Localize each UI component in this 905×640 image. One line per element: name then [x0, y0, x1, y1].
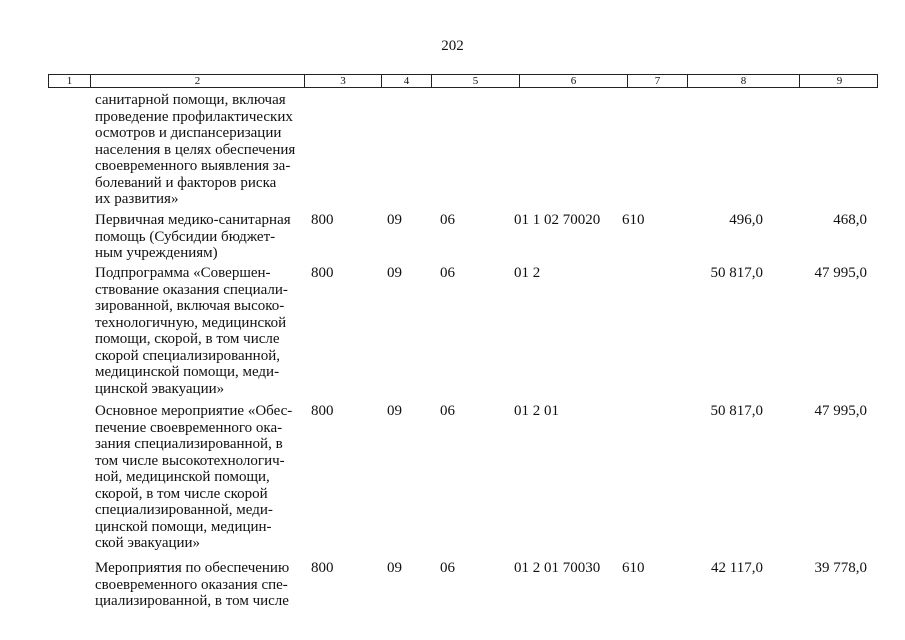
row-section-code: 09 — [387, 265, 402, 281]
row-amount-1: 50 817,0 — [710, 265, 763, 281]
row-name — [95, 265, 300, 397]
row-name-line: том числе высокотехнологич- — [95, 452, 285, 469]
row-amount-2: 468,0 — [833, 212, 867, 228]
row-section-code: 09 — [387, 403, 402, 419]
row-name-line: санитарной помощи, включая — [95, 92, 286, 108]
row-name-line: помощь (Субсидии бюджет- — [95, 228, 276, 245]
row-target-code: 01 1 02 70020 — [514, 212, 601, 228]
row-name-line: Первичная медико-санитарная — [95, 212, 291, 228]
row-name-line: их развития» — [95, 191, 179, 207]
header-col-3: 3 — [305, 75, 382, 87]
row-name-line: цинской эвакуации» — [95, 380, 225, 397]
row-name — [95, 560, 300, 610]
row-subsection-code: 06 — [440, 403, 455, 419]
row-name-line: своевременного оказания спе- — [95, 576, 288, 593]
row-expense-type: 610 — [622, 212, 645, 228]
row-target-code: 01 2 — [514, 265, 541, 281]
row-ministry-code: 800 — [311, 265, 334, 281]
row-section-code: 09 — [387, 212, 402, 228]
header-col-9: 9 — [836, 75, 843, 87]
row-name-line: зированной, включая высоко- — [95, 298, 285, 314]
row-name-line: ным учреждениям) — [95, 245, 218, 261]
row-name — [95, 92, 300, 208]
header-col-6: 6 — [520, 75, 628, 87]
row-name-line: цинской помощи, медицин- — [95, 518, 272, 535]
row-name-line: циализированной, в том числе — [95, 593, 289, 609]
header-col-8: 8 — [688, 75, 800, 87]
row-name-line: болеваний и факторов риска — [95, 174, 277, 191]
row-target-code: 01 2 01 — [514, 403, 559, 419]
row-name-line: медицинской помощи, меди- — [95, 364, 280, 380]
row-name-line: технологичную, медицинской — [95, 314, 287, 331]
row-name-line: помощи, скорой, в том числе — [95, 331, 280, 347]
row-name — [95, 212, 300, 262]
row-amount-2: 39 778,0 — [814, 560, 867, 576]
row-target-code: 01 2 01 70030 — [514, 560, 601, 576]
row-amount-1: 50 817,0 — [710, 403, 763, 419]
row-name-line: осмотров и диспансеризации — [95, 125, 282, 141]
row-name-line: скорой, в том числе скорой — [95, 485, 268, 502]
row-name-line: ной, медицинской помощи, — [95, 469, 270, 485]
row-name-line: зания специализированной, в — [95, 436, 283, 452]
row-ministry-code: 800 — [311, 560, 334, 576]
row-name-line: населения в целях обеспечения — [95, 141, 296, 158]
row-amount-1: 496,0 — [729, 212, 763, 228]
row-name-line: специализированной, меди- — [95, 502, 273, 518]
row-subsection-code: 06 — [440, 265, 455, 281]
row-section-code: 09 — [387, 560, 402, 576]
header-col-1: 1 — [49, 75, 91, 87]
header-col-2: 2 — [91, 75, 305, 87]
row-amount-2: 47 995,0 — [814, 403, 867, 419]
row-name-line: ской эвакуации» — [95, 535, 201, 551]
row-name-line: скорой специализированной, — [95, 347, 280, 364]
row-name-line: проведение профилактических — [95, 108, 293, 125]
row-name-line: печение своевременного ока- — [95, 419, 283, 436]
row-name-line: своевременного выявления за- — [95, 158, 291, 174]
row-subsection-code: 06 — [440, 212, 455, 228]
row-name-line: Мероприятия по обеспечению — [95, 560, 290, 576]
page-number: 202 — [441, 38, 464, 54]
row-name-line: Подпрограмма «Совершен- — [95, 265, 271, 281]
row-ministry-code: 800 — [311, 403, 334, 419]
header-col-5: 5 — [432, 75, 520, 87]
row-amount-1: 42 117,0 — [711, 560, 763, 576]
row-subsection-code: 06 — [440, 560, 455, 576]
row-amount-2: 47 995,0 — [814, 265, 867, 281]
row-expense-type: 610 — [622, 560, 645, 576]
table-header-row — [48, 74, 878, 88]
row-name-line: ствование оказания специали- — [95, 281, 288, 298]
header-col-7: 7 — [628, 75, 688, 87]
row-name-line: Основное мероприятие «Обес- — [95, 403, 293, 419]
row-name — [95, 403, 300, 552]
row-ministry-code: 800 — [311, 212, 334, 228]
header-col-4: 4 — [382, 75, 432, 87]
